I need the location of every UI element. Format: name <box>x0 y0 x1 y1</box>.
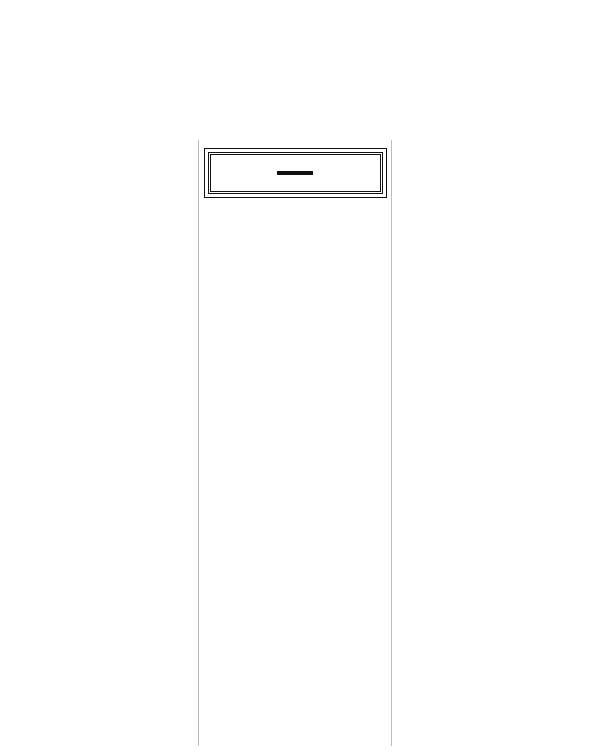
author-box <box>208 152 383 194</box>
column-middle <box>204 140 387 746</box>
column-left <box>10 140 193 746</box>
column-right <box>397 140 580 746</box>
column-divider <box>391 140 392 746</box>
column-divider <box>198 140 199 746</box>
title-banner <box>100 22 530 120</box>
author-name <box>277 171 313 175</box>
article-columns <box>10 140 580 746</box>
